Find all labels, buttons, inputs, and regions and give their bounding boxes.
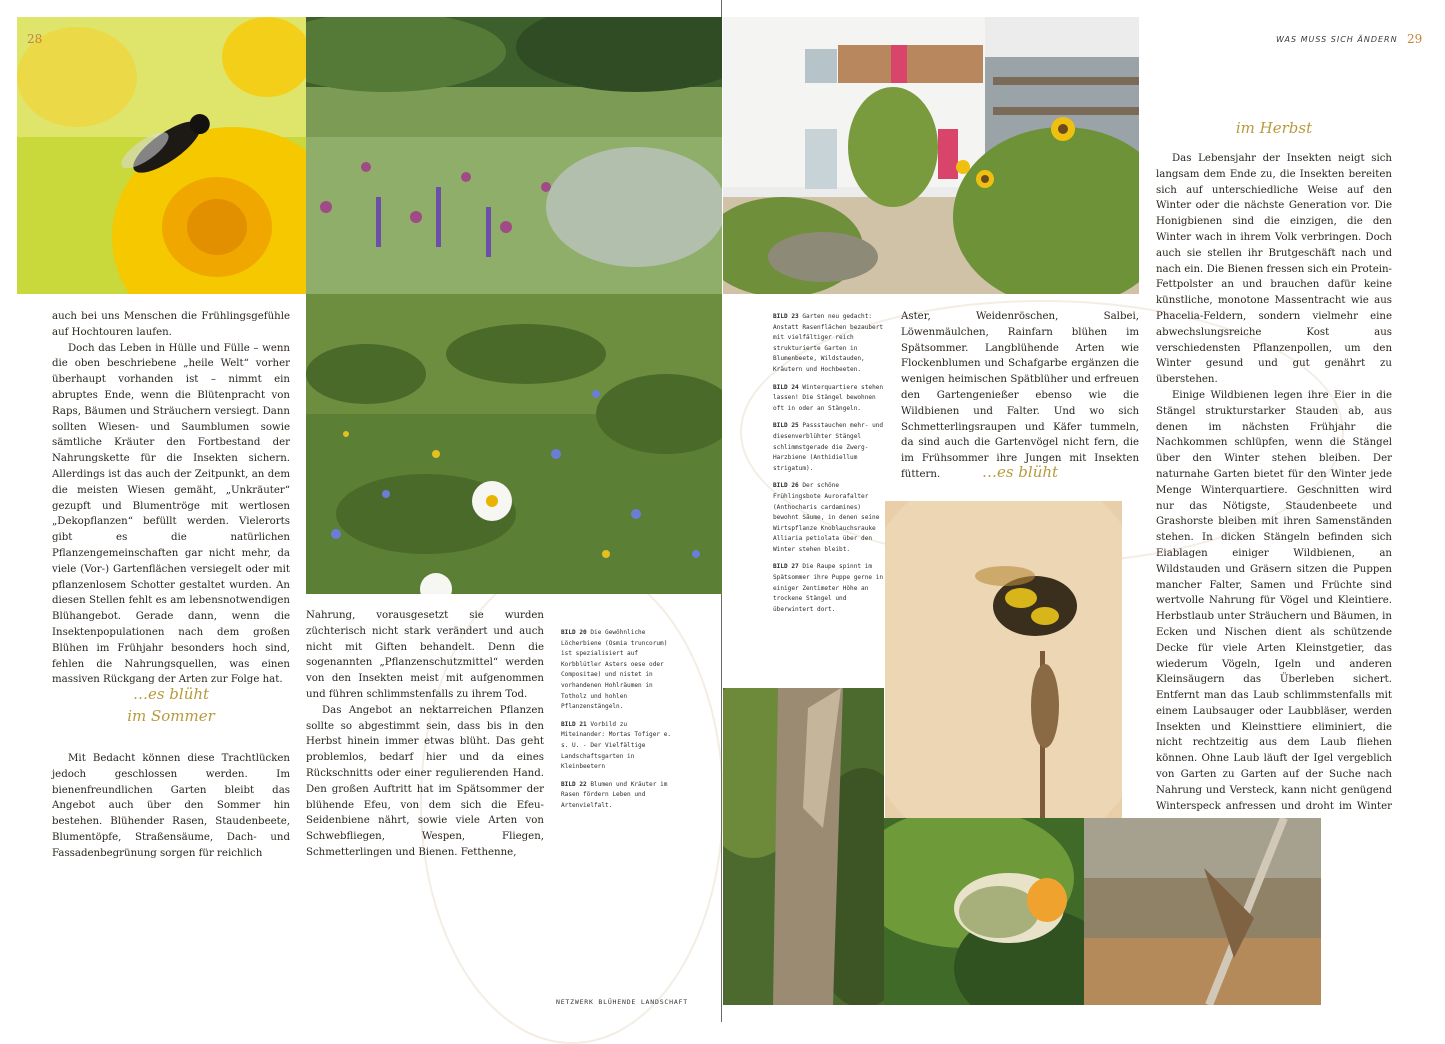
- caption-item: BILD 22 Blumen und Kräuter im Rasen fördern Leben und Artenvielfalt.: [561, 780, 668, 809]
- subhead-summer: [52, 683, 290, 727]
- caption-item: BILD 25 Passstauchen mehr- und diesenverblühter Stängel schlimmstgerade die Zwerg-Harzbiene (Anthidiellum strigatum).: [773, 422, 884, 472]
- paragraph: Nahrung, vorausgesetzt sie wurden züchterisch nicht stark verändert und auch nicht mit Giften behandelt. Denn die sogenannten „Pflanzenschutzmittel“ werden von den Insekten meist mit aufgenommen und führen schlimmstenfalls zu ihrem Tod.: [306, 610, 544, 700]
- paragraph: Doch das Leben in Hülle und Fülle – wenn die oben beschriebene „heile Welt“ vorher überhaupt vorhanden ist – nimmt ein abruptes Ende, wenn die Blütenpracht von Raps, Bäumen und Sträuchern versiegt. Dann sollten Wiesen- und Saumblumen sowie sämtliche Kräuter den Fortbestand der Nahrungskette für die Insekten sichern. Allerdings ist das auch der Zeitpunkt, an dem die meisten Wiesen gemäht, „Unkräuter“ gezupft und Blumentröge mit wertlosen „Dekopflanzen“ befüllt werden. Vielerorts gibt es die natürlichen Pflanzengemeinschaften gar nicht mehr, da viele (Vor-) Gartenflächen versiegelt oder mit pflanzenlosem Schotter gestaltet wurden. An diesen Stellen fehlt es am lebensnotwendigen Blühangebot. Gerade dann, wenn die Insektenpopulationen nach dem großen Blühen im Frühjahr besonders hoch sind, fehlen die Nahrungsquellen, was einen massiven Rückgang der Arten zur Folge hat.: [52, 342, 290, 686]
- photo-dead-stem: [723, 688, 884, 1005]
- caption-item: BILD 27 Die Raupe spinnt im Spätsommer ihre Puppe gerne in einiger Zentimeter Höhe an trockene Stängel und überwintert dort.: [773, 563, 884, 613]
- subhead-autumn: im Herbst: [1235, 119, 1313, 137]
- page-number-left: 28: [27, 32, 43, 46]
- subhead-bluht: …es blüht: [981, 463, 1059, 481]
- paragraph: auch bei uns Menschen die Frühlingsgefühle auf Hochtouren laufen.: [52, 311, 290, 338]
- caption-item: BILD 20 Die Gewöhnliche Löcherbiene (Osmia truncorum) ist spezialisiert auf Korbblütler Asters oese oder Compositae) und nistet in vorhandenen Hohlräumen in Totholz und hohlen Pflanzenstängeln.: [561, 629, 668, 711]
- left-captions: [561, 628, 673, 819]
- caption-item: BILD 23 Garten neu gedacht: Anstatt Rasenflächen bezaubert mit vielfältiger reich strukturierte Garten in Blumenbeete, Wildstauden, Kräutern und Hochbeeten.: [773, 313, 884, 373]
- left-column-2-text: [306, 608, 544, 861]
- running-head: WAS MUSS SICH ÄNDERN: [1276, 35, 1398, 44]
- paragraph: Einige Wildbienen legen ihre Eier in die Stängel strukturstarker Stauden ab, aus denen im nächsten Frühjahr die Nachkommen schlüpfen, wenn die Stängel über den Winter stehen bleiben. Der naturnahe Garten bietet für den Winter jede Menge Winterquartiere. Geschnitten wird nur das Nötigste, Staudenbeete und Grashorste bleiben mit ihren Samenständen stehen. In dicken Stängeln befinden sich Eiablagen einiger Wildbienen, an Wildstauden und Gräsern sitzen die Puppen mancher Falter, Samen und Früchte sind wertvolle Nahrung für Vögel und Kleintiere. Herbstlaub unter Sträuchern und Bäumen, in Ecken und Nischen dient als schützende Decke für viele Arten Kleinstgetier, das wiederum Vögeln, Igeln und anderen Kleinsäugern das Überleben sichert. Entfernt man das Laub schlimmstenfalls mit einem Laubsauger oder Laubbläser, werden Insekten und Kleinsttiere eliminiert, die nicht rechtzeitig aus dem Laub fliehen können. Ohne Laub läuft der Igel vergeblich von Garten zu Garten auf der Suche nach Nahrung und Versteck, kann nicht genügend Winterspeck anfressen und droht im Winter: [1156, 388, 1392, 834]
- right-column-b-text: [1156, 151, 1392, 834]
- paragraph: Das Angebot an nektarreichen Pflanzen sollte so abgestimmt sein, dass bis in den Herbst hinein immer etwas blüht. Das geht problemlos, bedarf hier und da eines Rückschnitts oder einer regulierenden Hand. Den großen Auftritt hat im Spätsommer der blühende Efeu, von dem sich die Efeu-Seidenbiene nährt, sowie viele Arten von Schwebfliegen, Wespen, Fliegen, Schmetterlingen und Bienen. Fetthenne,: [306, 704, 544, 858]
- left-column-1-text: [52, 309, 290, 688]
- photo-garden-house: [723, 17, 1139, 294]
- paragraph: Aster, Weidenröschen, Salbei, Löwenmäulchen, Rainfarn blühen im Spätsommer. Langblühende Arten wie Flockenblumen und Schafgarbe ergänzen die wenigen heimischen Spätblüher und erfreuen den Gartengenießer ebenso wie die Wildbienen und Falter. Und wo sich Schmetterlingsraupen und Käfer tummeln, da sind auch die Gartenvögel nicht fern, die im Frühsommer ihre Jungen mit Insekten füttern.: [901, 311, 1139, 480]
- photo-bee-on-yellow-flower: [17, 17, 306, 294]
- subhead-summer-line-1: …es blüht: [132, 685, 210, 703]
- caption-item: BILD 26 Der schöne Frühlingsbote Aurorafalter (Anthocharis cardamines) bewohnt Säume, in denen seine Wirtspflanze Knoblauchsrauke Alliaria petiolata über den Winter stehen bleibt.: [773, 482, 880, 553]
- caption-item: BILD 21 Vorbild zu Miteinander: Mortas Tofiger e. s. U. - Der Vielfältige Landschaftsgarten in Kleinbeetern: [561, 720, 672, 771]
- photo-meadow-flowers: [306, 17, 722, 294]
- caption-item: BILD 24 Winterquartiere stehen lassen! Die Stängel bewohnen oft in oder an Stängeln.: [773, 383, 884, 412]
- photo-bee-on-stem: [885, 501, 1122, 818]
- footer-publication: NETZWERK BLÜHENDE LANDSCHAFT: [556, 998, 688, 1006]
- right-column-a-text: [901, 309, 1139, 483]
- paragraph: Das Lebensjahr der Insekten neigt sich langsam dem Ende zu, die Insekten bereiten sich auf unterschiedliche Weise auf den Winter oder die nächste Generation vor. Die Honigbienen sind die einzigen, die den Winter wach in ihrem Volk verbringen. Doch auch sie stellen ihr Brutgeschäft nach und nach ein. Die Bienen fressen sich ein Protein-Fettpolster an und brauchen dafür keine künstliche, monotone Massentracht wie aus Phacelia-Feldern, sondern vielmehr eine abwechslungsreiche Kost aus verschiedensten Pflanzenpollen, um den Winter gesund und gut genährt zu überstehen.: [1156, 153, 1392, 386]
- paragraph: Mit Bedacht können diese Trachtlücken jedoch geschlossen werden. Im bienenfreundlichen Garten bleibt das Angebot auch über den Sommer hin bestehen. Blühender Rasen, Staudenbeete, Blumentöpfe, Straßensäume, Dach- und Fassadenbegrünung sorgen für reichlich: [52, 753, 290, 859]
- right-captions: [773, 312, 885, 622]
- subhead-summer-line-2: im Sommer: [127, 707, 215, 725]
- photo-orange-tip-butterfly: [884, 818, 1084, 1005]
- photo-flowering-lawn: [306, 294, 722, 594]
- page-number-right: 29: [1407, 32, 1423, 46]
- left-column-1-bottom-text: [52, 751, 290, 862]
- photo-seed-pod: [1084, 818, 1321, 1005]
